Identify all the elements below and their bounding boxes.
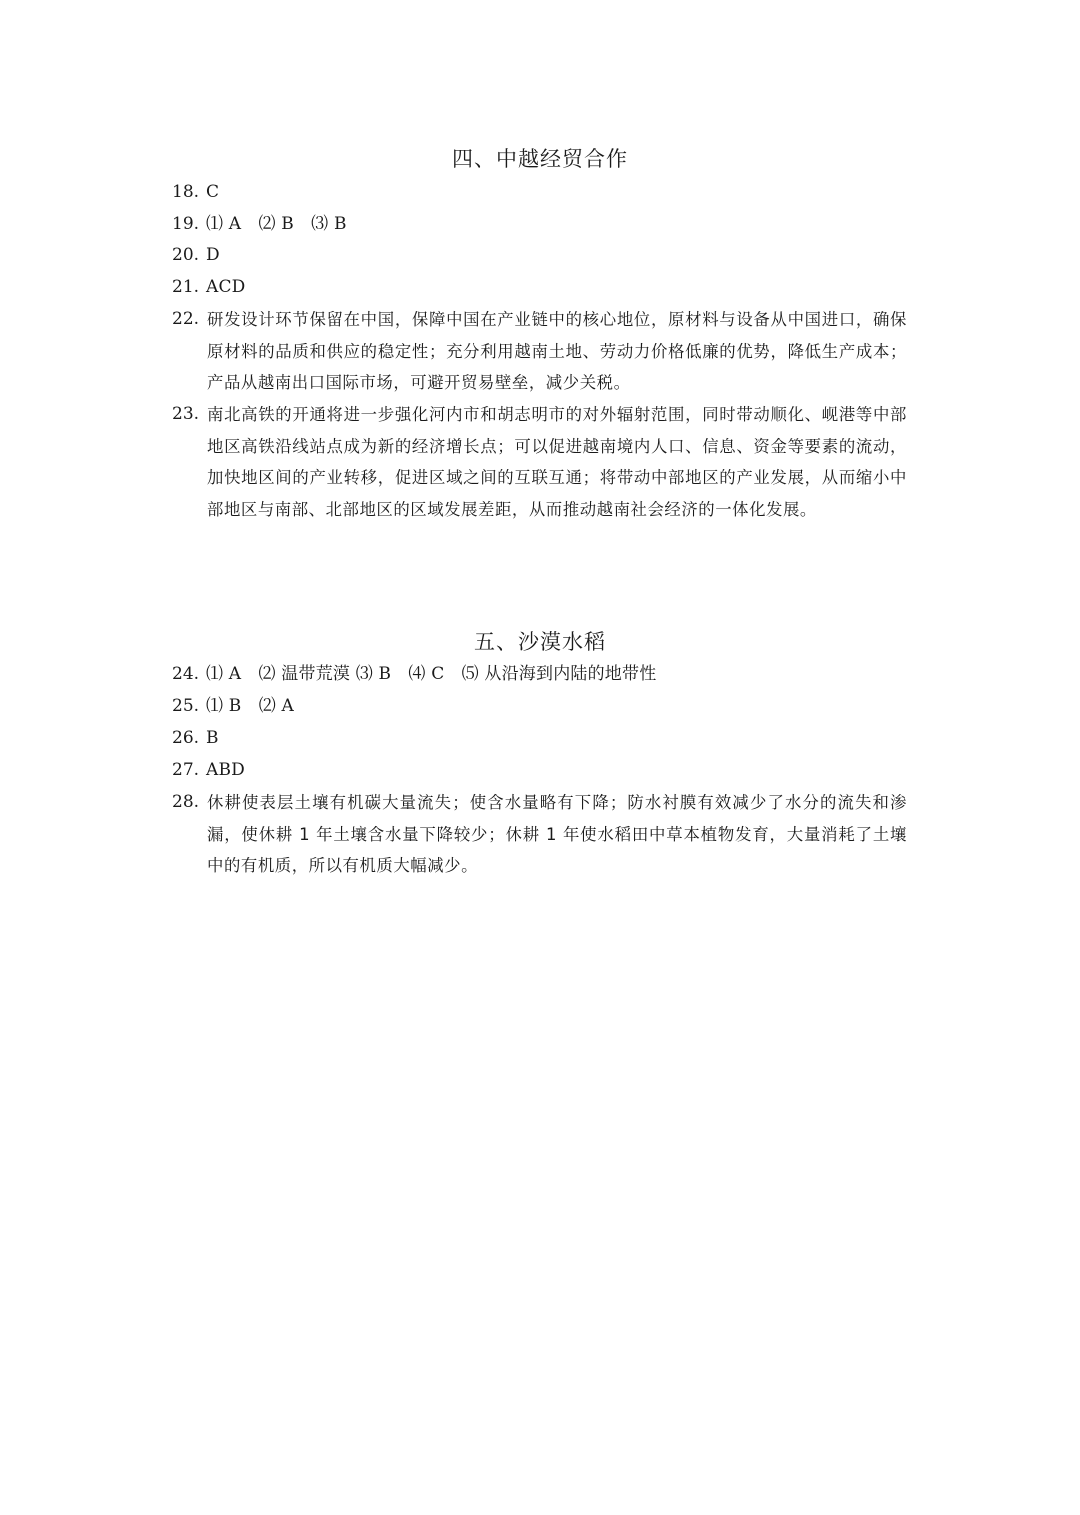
answer-item-27 — [172, 755, 912, 787]
answer-item-19 — [172, 209, 912, 241]
item-text: C — [206, 182, 220, 202]
item-number: 24. — [172, 664, 200, 684]
item-text: 休耕使表层土壤有机碳大量流失；使含水量略有下降；防水衬膜有效减少了水分的流失和渗漏，使休耕 1 年土壤含水量下降较少；休耕 1 年使水稻田中草本植物发育，大量消耗了土壤中的有机质，所以有机质大幅减少。 — [207, 793, 907, 876]
item-number: 25. — [172, 696, 200, 716]
item-text: B — [206, 728, 219, 748]
item-number: 18. — [172, 182, 200, 202]
answer-item-22 — [172, 304, 912, 399]
item-number: 20. — [172, 245, 200, 265]
answer-item-21 — [172, 272, 912, 304]
answer-item-26 — [172, 723, 912, 755]
item-number: 21. — [172, 277, 200, 297]
item-number: 26. — [172, 728, 200, 748]
item-text: ⑴ A ⑵ 温带荒漠 ⑶ B ⑷ C ⑸ 从沿海到内陆的地带性 — [206, 664, 657, 684]
item-text: 南北高铁的开通将进一步强化河内市和胡志明市的对外辐射范围，同时带动顺化、岘港等中部地区高铁沿线站点成为新的经济增长点；可以促进越南境内人口、信息、资金等要素的流动，加快地区间的产业转移，促进区域之间的互联互通；将带动中部地区的产业发展，从而缩小中部地区与南部、北部地区的区域发展差距，从而推动越南社会经济的一体化发展。 — [207, 405, 907, 519]
item-number: 22. — [172, 309, 200, 329]
answer-item-24 — [172, 659, 912, 691]
item-text: ACD — [206, 277, 246, 297]
item-number: 28. — [172, 792, 200, 812]
answer-item-28 — [172, 787, 912, 882]
item-text: ⑴ A ⑵ B ⑶ B — [206, 214, 347, 234]
item-number: 19. — [172, 214, 200, 234]
item-number: 27. — [172, 760, 200, 780]
answer-item-23 — [172, 399, 912, 525]
item-text: 研发设计环节保留在中国，保障中国在产业链中的核心地位，原材料与设备从中国进口，确保原材料的品质和供应的稳定性；充分利用越南土地、劳动力价格低廉的优势，降低生产成本；产品从越南出口国际市场，可避开贸易壁垒，减少关税。 — [207, 310, 907, 393]
item-number: 23. — [172, 404, 200, 424]
item-text: D — [206, 245, 220, 265]
item-text: ABD — [206, 760, 245, 780]
section-title-5: 五、沙漠水稻 — [474, 630, 606, 654]
answer-item-25 — [172, 691, 912, 723]
answer-item-20 — [172, 240, 912, 272]
section-title-4: 四、中越经贸合作 — [452, 147, 628, 171]
answer-item-18 — [172, 177, 912, 209]
item-text: ⑴ B ⑵ A — [206, 696, 294, 716]
